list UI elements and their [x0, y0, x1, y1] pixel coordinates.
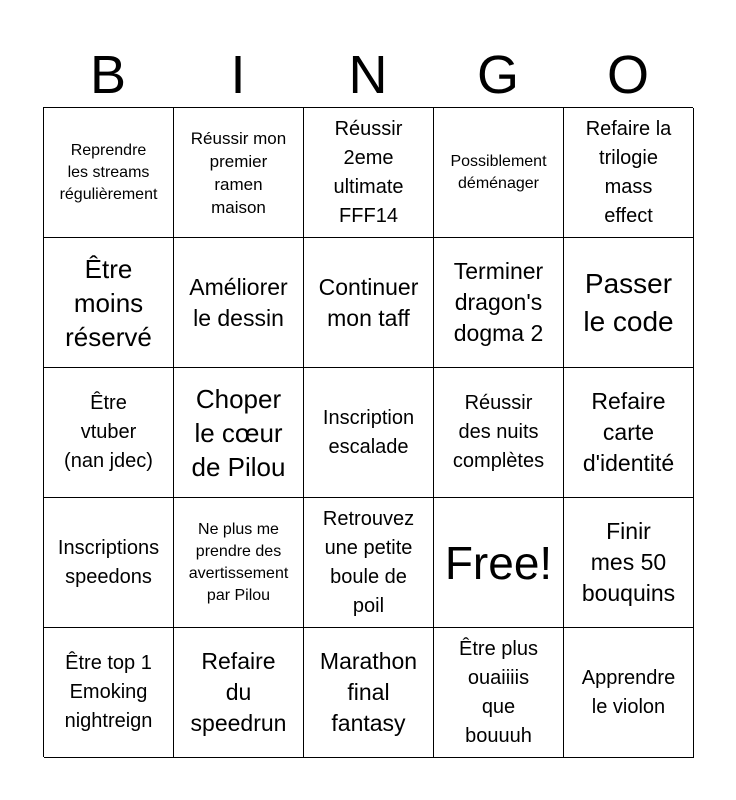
bingo-cell[interactable] [174, 238, 304, 368]
bingo-cell[interactable] [174, 628, 304, 758]
bingo-cell-text: Reprendre les streams régulièrement [59, 141, 158, 203]
bingo-cell-text: Terminer dragon's dogma 2 [453, 258, 544, 346]
bingo-cell[interactable] [174, 498, 304, 628]
bingo-cell-text: Être vtuber (nan jdec) [64, 392, 153, 472]
bingo-cell-text: Possiblement déménager [450, 152, 547, 192]
bingo-cell[interactable] [304, 238, 434, 368]
bingo-header [43, 44, 693, 106]
bingo-cell-text: Améliorer le dessin [189, 273, 288, 331]
bingo-cell[interactable] [564, 498, 694, 628]
bingo-cell-text: Inscriptions speedons [57, 536, 160, 588]
bingo-cell[interactable] [44, 368, 174, 498]
bingo-cell-text: Free! [444, 536, 553, 589]
bingo-cell-text: Retrouvez une petite boule de poil [322, 507, 415, 617]
bingo-cell-text: Continuer mon taff [318, 273, 419, 331]
bingo-cell[interactable] [44, 238, 174, 368]
bingo-cell-text: Refaire la trilogie mass effect [585, 117, 672, 227]
bingo-cell[interactable] [564, 628, 694, 758]
bingo-cell-text: Passer le code [583, 267, 674, 337]
bingo-cell-text: Inscription escalade [322, 406, 415, 458]
bingo-cell-text: Être moins réservé [65, 253, 152, 352]
bingo-cell[interactable] [304, 498, 434, 628]
bingo-cell-text: Choper le cœur de Pilou [191, 383, 286, 482]
bingo-cell[interactable] [434, 368, 564, 498]
bingo-cell[interactable] [564, 108, 694, 238]
bingo-cell[interactable] [44, 108, 174, 238]
bingo-cell-text: Refaire carte d'identité [582, 388, 675, 476]
header-letter-b: B [89, 45, 127, 105]
bingo-card-grid [43, 107, 693, 757]
header-letter-g: G [476, 45, 519, 105]
header-letter-i: I [230, 45, 246, 105]
bingo-cell-text: Être top 1 Emoking nightreign [64, 652, 153, 732]
bingo-cell[interactable] [174, 108, 304, 238]
bingo-cell[interactable] [304, 628, 434, 758]
bingo-cell-text: Être plus ouaiiiis que bouuuh [459, 637, 538, 747]
bingo-cell-text: Marathon final fantasy [319, 648, 418, 736]
bingo-cell[interactable] [434, 238, 564, 368]
header-letter-n: N [348, 45, 388, 105]
bingo-cell[interactable] [434, 108, 564, 238]
bingo-cell-text: Apprendre le violon [581, 666, 676, 718]
bingo-cell-text: Ne plus me prendre des avertissement par Pilou [188, 520, 289, 604]
bingo-cell-text: Finir mes 50 bouquins [581, 518, 676, 606]
bingo-cell-text: Réussir 2eme ultimate FFF14 [333, 117, 404, 227]
bingo-cell[interactable] [44, 628, 174, 758]
bingo-cell[interactable] [174, 368, 304, 498]
free-space-cell[interactable] [434, 498, 564, 628]
bingo-cell[interactable] [564, 238, 694, 368]
bingo-cell[interactable] [44, 498, 174, 628]
bingo-cell[interactable] [304, 108, 434, 238]
bingo-cell-text: Réussir des nuits complètes [452, 392, 545, 472]
bingo-cell-text: Réussir mon premier ramen maison [190, 128, 287, 217]
bingo-cell-text: Refaire du speedrun [190, 648, 287, 736]
bingo-cell[interactable] [564, 368, 694, 498]
bingo-cell[interactable] [304, 368, 434, 498]
header-letter-o: O [606, 45, 649, 105]
bingo-cell[interactable] [434, 628, 564, 758]
